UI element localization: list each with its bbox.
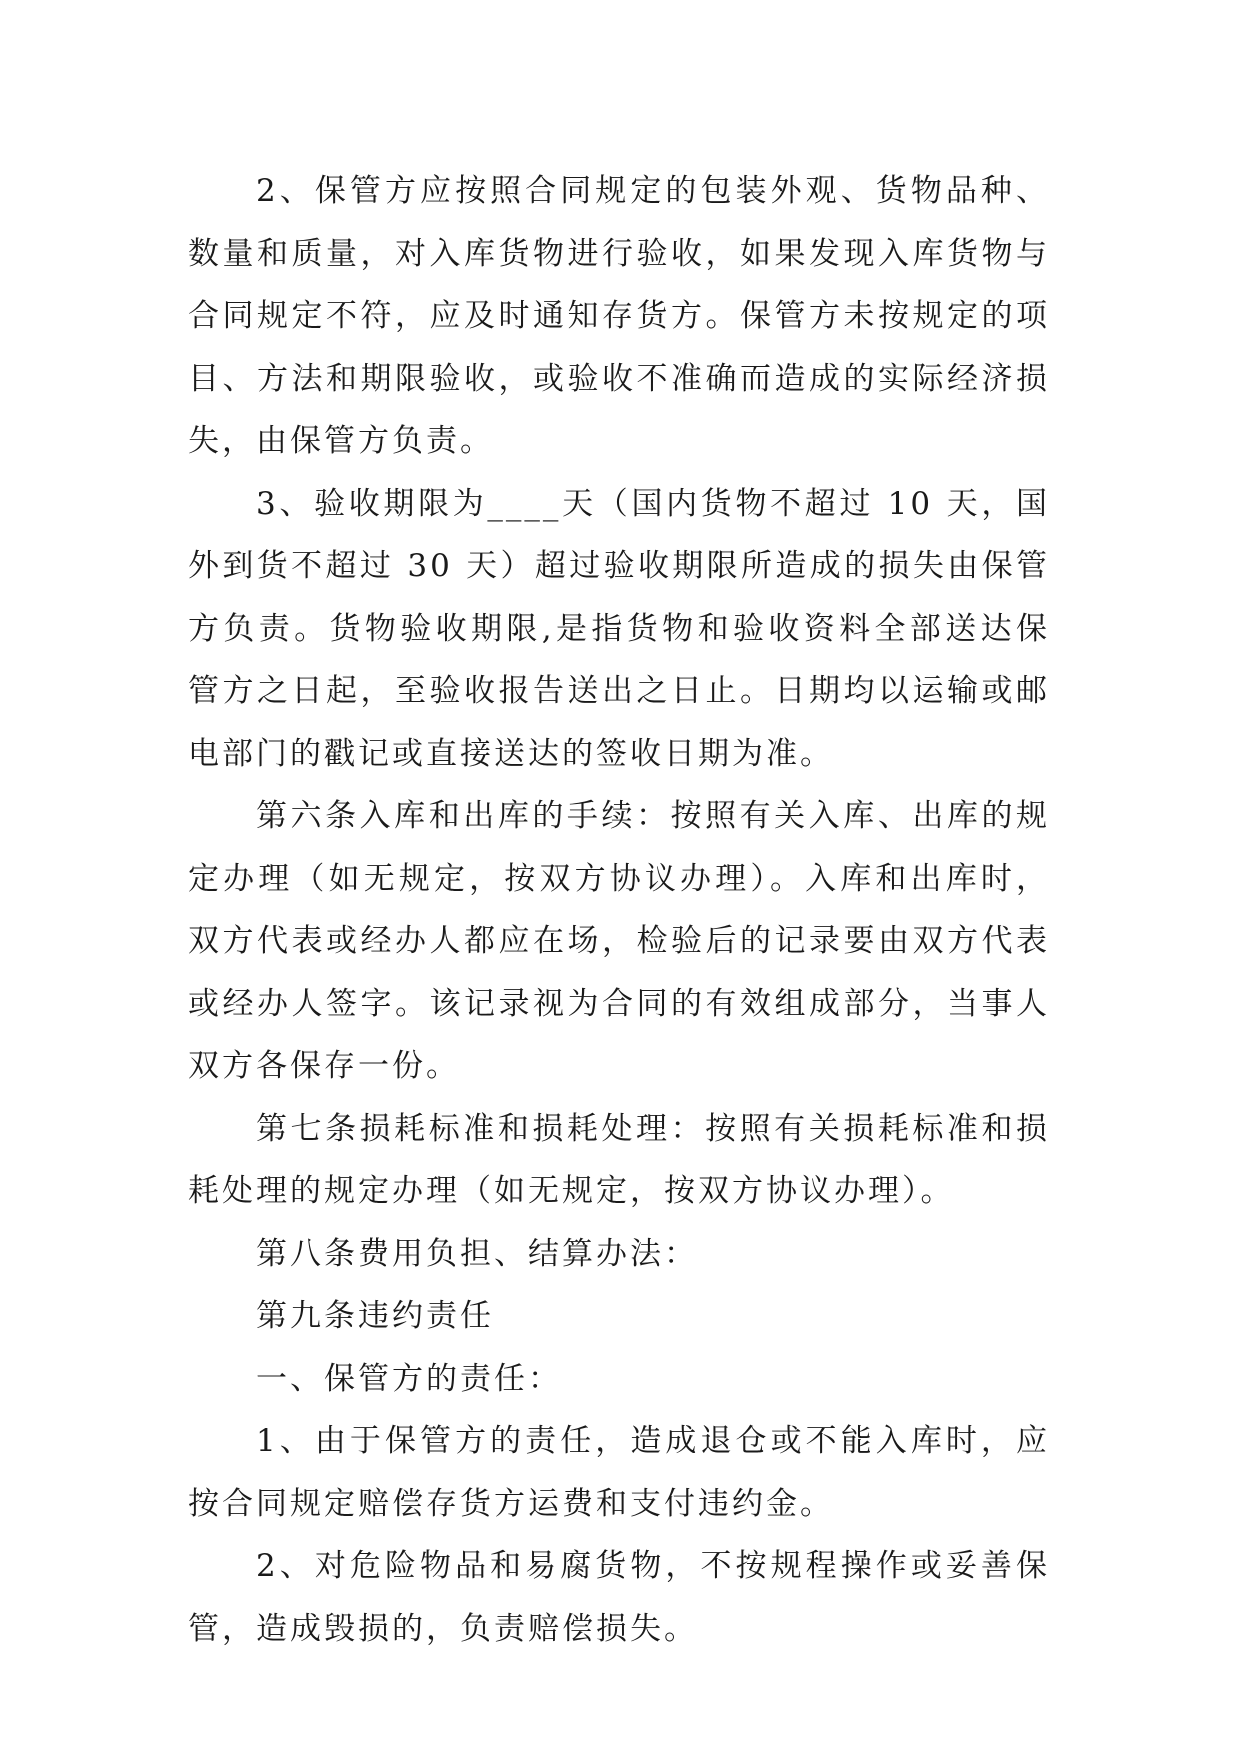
paragraph-article-6: 第六条入库和出库的手续：按照有关入库、出库的规定办理（如无规定，按双方协议办理）。入库和出库时，双方代表或经办人都应在场，检验后的记录要由双方代表或经办人签字。该记录视为合同的有效组成部分，当事人双方各保存一份。	[188, 798, 1050, 1084]
paragraph-article-7: 第七条损耗标准和损耗处理：按照有关损耗标准和损耗处理的规定办理（如无规定，按双方协议办理）。	[188, 1110, 1050, 1209]
paragraph-acceptance-inspection: 2、保管方应按照合同规定的包装外观、货物品种、数量和质量，对入库货物进行验收，如果发现入库货物与合同规定不符，应及时通知存货方。保管方未按规定的项目、方法和期限验收，或验收不准确而造成的实际经济损失，由保管方负责。	[188, 173, 1050, 459]
document-body	[188, 160, 1050, 1660]
paragraph-custodian-liability-heading: 一、保管方的责任：	[256, 1360, 562, 1397]
paragraph-liability-item-1: 1、由于保管方的责任，造成退仓或不能入库时，应按合同规定赔偿存货方运费和支付违约金。	[188, 1423, 1050, 1522]
paragraph-liability-item-2: 2、对危险物品和易腐货物，不按规程操作或妥善保管，造成毁损的，负责赔偿损失。	[188, 1548, 1050, 1647]
paragraph-article-8: 第八条费用负担、结算办法：	[256, 1235, 698, 1272]
paragraph-article-9: 第九条违约责任	[256, 1298, 494, 1334]
paragraph-acceptance-period: 3、验收期限为____天（国内货物不超过 10 天，国外到货不超过 30 天）超过验收期限所造成的损失由保管方负责。货物验收期限,是指货物和验收资料全部送达保管方之日起，至验收报告送出之日止。日期均以运输或邮电部门的戳记或直接送达的签收日期为准。	[188, 485, 1050, 772]
